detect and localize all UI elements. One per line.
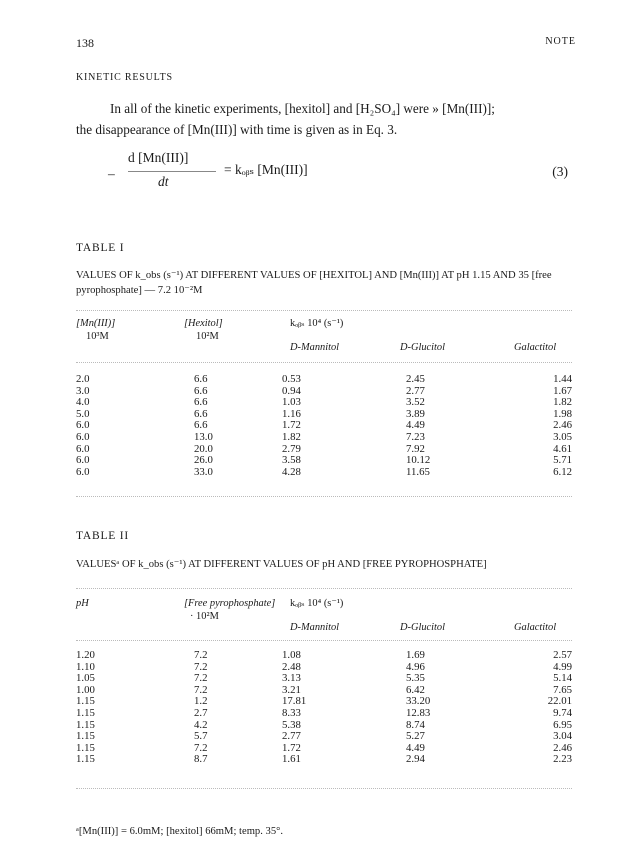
cell-galactitol: 9.74 [553, 706, 572, 719]
cell-col-1: 6.0 [76, 465, 90, 478]
t1-header-kobs: kₒᵦₛ 10⁴ (s⁻¹) [290, 318, 344, 329]
table-1-mid-rule [76, 362, 572, 363]
t2-header-pyrophosphate-unit: · 10²M [190, 611, 219, 622]
cell-galactitol: 3.05 [553, 430, 572, 443]
equation-minus: – [108, 166, 115, 181]
cell-mannitol: 3.13 [282, 672, 301, 685]
equation-rhs: = kₒᵦₛ [Mn(III)] [224, 162, 308, 177]
cell-col-2: 6.6 [194, 407, 208, 420]
cell-col-1: 6.0 [76, 430, 90, 443]
cell-galactitol: 2.57 [553, 649, 572, 661]
cell-glucitol: 2.94 [406, 753, 425, 766]
cell-col-2: 8.7 [194, 753, 208, 766]
cell-glucitol: 4.49 [406, 741, 425, 754]
cell-col-1: 6.0 [76, 454, 90, 467]
cell-glucitol: 33.20 [406, 695, 431, 708]
cell-col-2: 6.6 [194, 419, 208, 432]
equation-numerator: d [Mn(III)] [128, 150, 189, 165]
paragraph-line-2: the disappearance of [Mn(III)] with time is given as in Eq. 3. [76, 122, 398, 137]
cell-col-1: 6.0 [76, 442, 90, 455]
t1-header-galactitol: Galactitol [514, 342, 557, 353]
cell-col-2: 1.2 [194, 695, 208, 708]
t1-header-glucitol: D-Glucitol [400, 342, 446, 353]
cell-mannitol: 2.48 [282, 660, 301, 673]
cell-galactitol: 7.65 [553, 683, 572, 696]
table-row [76, 374, 572, 386]
cell-mannitol: 2.77 [282, 730, 301, 743]
paragraph-line-1: In all of the kinetic experiments, [hexitol] and [H₂SO₄] were » [Mn(III)]; [110, 101, 495, 116]
cell-col-2: 26.0 [194, 454, 213, 467]
cell-col-1: 6.0 [76, 419, 90, 432]
cell-mannitol: 4.28 [282, 465, 301, 478]
cell-galactitol: 6.95 [553, 718, 572, 731]
cell-col-2: 6.6 [194, 384, 208, 397]
cell-galactitol: 2.46 [553, 741, 572, 754]
cell-col-1: 1.15 [76, 730, 95, 743]
cell-mannitol: 3.58 [282, 454, 301, 467]
cell-glucitol: 4.49 [406, 419, 425, 432]
cell-col-2: 5.7 [194, 730, 208, 743]
cell-glucitol: 2.77 [406, 384, 425, 397]
cell-col-2: 7.2 [194, 683, 208, 696]
table-1-label: TABLE I [76, 242, 125, 254]
equation-denominator: dt [158, 174, 169, 189]
fraction-bar [128, 171, 216, 172]
body-paragraph [76, 98, 576, 140]
table-row [76, 650, 572, 662]
table-row [76, 754, 572, 766]
table-2-body [76, 650, 572, 766]
cell-galactitol: 2.23 [553, 753, 572, 766]
cell-mannitol: 1.03 [282, 396, 301, 409]
table-row [76, 432, 572, 444]
cell-col-1: 1.15 [76, 753, 95, 766]
table-row [76, 708, 572, 720]
table-1-bottom-rule [76, 496, 572, 497]
table-row [76, 743, 572, 755]
t1-header-hexitol: [Hexitol] [184, 318, 223, 329]
cell-col-2: 7.2 [194, 672, 208, 685]
cell-glucitol: 10.12 [406, 454, 431, 467]
cell-col-2: 13.0 [194, 430, 213, 443]
table-row [76, 720, 572, 732]
table-row [76, 444, 572, 456]
cell-galactitol: 1.82 [553, 396, 572, 409]
cell-mannitol: 1.72 [282, 419, 301, 432]
equation-number: (3) [552, 164, 568, 179]
table-row [76, 386, 572, 398]
table-2-label: TABLE II [76, 530, 130, 542]
cell-col-2: 4.2 [194, 718, 208, 731]
cell-glucitol: 3.52 [406, 396, 425, 409]
table-1-caption [76, 268, 576, 298]
t1-header-hexitol-unit: 10²M [196, 331, 219, 342]
cell-mannitol: 3.21 [282, 683, 301, 696]
cell-glucitol: 12.83 [406, 706, 431, 719]
table-2-mid-rule [76, 640, 572, 641]
table-row [76, 409, 572, 421]
table-row [76, 685, 572, 697]
table-1-top-rule [76, 310, 572, 311]
cell-mannitol: 1.72 [282, 741, 301, 754]
cell-col-2: 2.7 [194, 706, 208, 719]
cell-col-1: 1.15 [76, 706, 95, 719]
cell-glucitol: 6.42 [406, 683, 425, 696]
table-row [76, 696, 572, 708]
cell-galactitol: 5.71 [553, 454, 572, 467]
cell-mannitol: 1.61 [282, 753, 301, 766]
cell-galactitol: 3.04 [553, 730, 572, 743]
t1-header-mn: [Mn(III)] [76, 318, 116, 329]
cell-col-1: 1.10 [76, 660, 95, 673]
cell-glucitol: 3.89 [406, 407, 425, 420]
cell-glucitol: 4.96 [406, 660, 425, 673]
cell-glucitol: 7.92 [406, 442, 425, 455]
t2-header-pyrophosphate: [Free pyrophosphate] [184, 598, 276, 609]
cell-col-1: 1.00 [76, 683, 95, 696]
cell-glucitol: 1.69 [406, 649, 425, 661]
table-1-caption-line-2: pyrophosphate] — 7.2 10⁻²M [76, 285, 203, 296]
table-row [76, 662, 572, 674]
cell-glucitol: 11.65 [406, 465, 430, 478]
rate-equation [108, 150, 568, 200]
cell-galactitol: 5.14 [553, 672, 572, 685]
t1-header-mn-unit: 10³M [86, 331, 109, 342]
running-head: NOTE [545, 36, 576, 47]
cell-mannitol: 5.38 [282, 718, 301, 731]
cell-glucitol: 7.23 [406, 430, 425, 443]
cell-mannitol: 1.16 [282, 407, 301, 420]
cell-col-2: 7.2 [194, 649, 208, 661]
cell-mannitol: 8.33 [282, 706, 301, 719]
cell-col-1: 1.15 [76, 718, 95, 731]
cell-mannitol: 0.53 [282, 373, 301, 385]
t1-header-mannitol: D-Mannitol [290, 342, 340, 353]
t2-header-galactitol: Galactitol [514, 622, 557, 633]
cell-mannitol: 2.79 [282, 442, 301, 455]
t2-header-kobs: kₒᵦₛ 10⁴ (s⁻¹) [290, 598, 344, 609]
cell-glucitol: 5.27 [406, 730, 425, 743]
cell-col-2: 7.2 [194, 660, 208, 673]
cell-col-1: 3.0 [76, 384, 90, 397]
cell-mannitol: 17.81 [282, 695, 307, 708]
cell-glucitol: 2.45 [406, 373, 425, 385]
cell-galactitol: 4.99 [553, 660, 572, 673]
table-2-footnote: ᵃ[Mn(III)] = 6.0mM; [hexitol] 66mM; temp. 35°. [76, 826, 284, 837]
cell-col-1: 1.15 [76, 695, 95, 708]
t2-header-mannitol: D-Mannitol [290, 622, 340, 633]
cell-col-1: 1.05 [76, 672, 95, 685]
cell-galactitol: 22.01 [547, 695, 572, 708]
table-row [76, 467, 572, 479]
cell-col-2: 20.0 [194, 442, 213, 455]
cell-mannitol: 0.94 [282, 384, 301, 397]
table-row [76, 420, 572, 432]
cell-mannitol: 1.08 [282, 649, 301, 661]
cell-galactitol: 1.98 [553, 407, 572, 420]
cell-col-2: 6.6 [194, 373, 208, 385]
table-2-caption: VALUESᵃ OF k_obs (s⁻¹) AT DIFFERENT VALUES OF pH AND [FREE PYROPHOSPHATE] [76, 559, 487, 570]
table-row [76, 455, 572, 467]
t2-header-glucitol: D-Glucitol [400, 622, 446, 633]
table-2-top-rule [76, 588, 572, 589]
cell-galactitol: 2.46 [553, 419, 572, 432]
cell-col-1: 1.15 [76, 741, 95, 754]
cell-galactitol: 6.12 [553, 465, 572, 478]
table-row [76, 397, 572, 409]
cell-col-1: 5.0 [76, 407, 90, 420]
cell-col-1: 1.20 [76, 649, 95, 661]
cell-col-2: 33.0 [194, 465, 213, 478]
cell-glucitol: 8.74 [406, 718, 425, 731]
cell-galactitol: 1.44 [553, 373, 572, 385]
cell-galactitol: 1.67 [553, 384, 572, 397]
t2-header-ph: pH [76, 598, 89, 609]
cell-col-2: 7.2 [194, 741, 208, 754]
table-row [76, 731, 572, 743]
table-2-bottom-rule [76, 788, 572, 789]
cell-mannitol: 1.82 [282, 430, 301, 443]
cell-col-2: 6.6 [194, 396, 208, 409]
table-1-body [76, 374, 572, 478]
cell-galactitol: 4.61 [553, 442, 572, 455]
table-1-caption-line-1: VALUES OF k_obs (s⁻¹) AT DIFFERENT VALUES OF [HEXITOL] AND [Mn(III)] AT pH 1.15 AND 35 [free [76, 270, 552, 281]
cell-col-1: 2.0 [76, 373, 90, 385]
section-heading: KINETIC RESULTS [76, 72, 173, 83]
cell-glucitol: 5.35 [406, 672, 425, 685]
cell-col-1: 4.0 [76, 396, 90, 409]
table-row [76, 673, 572, 685]
page-number: 138 [76, 36, 94, 50]
